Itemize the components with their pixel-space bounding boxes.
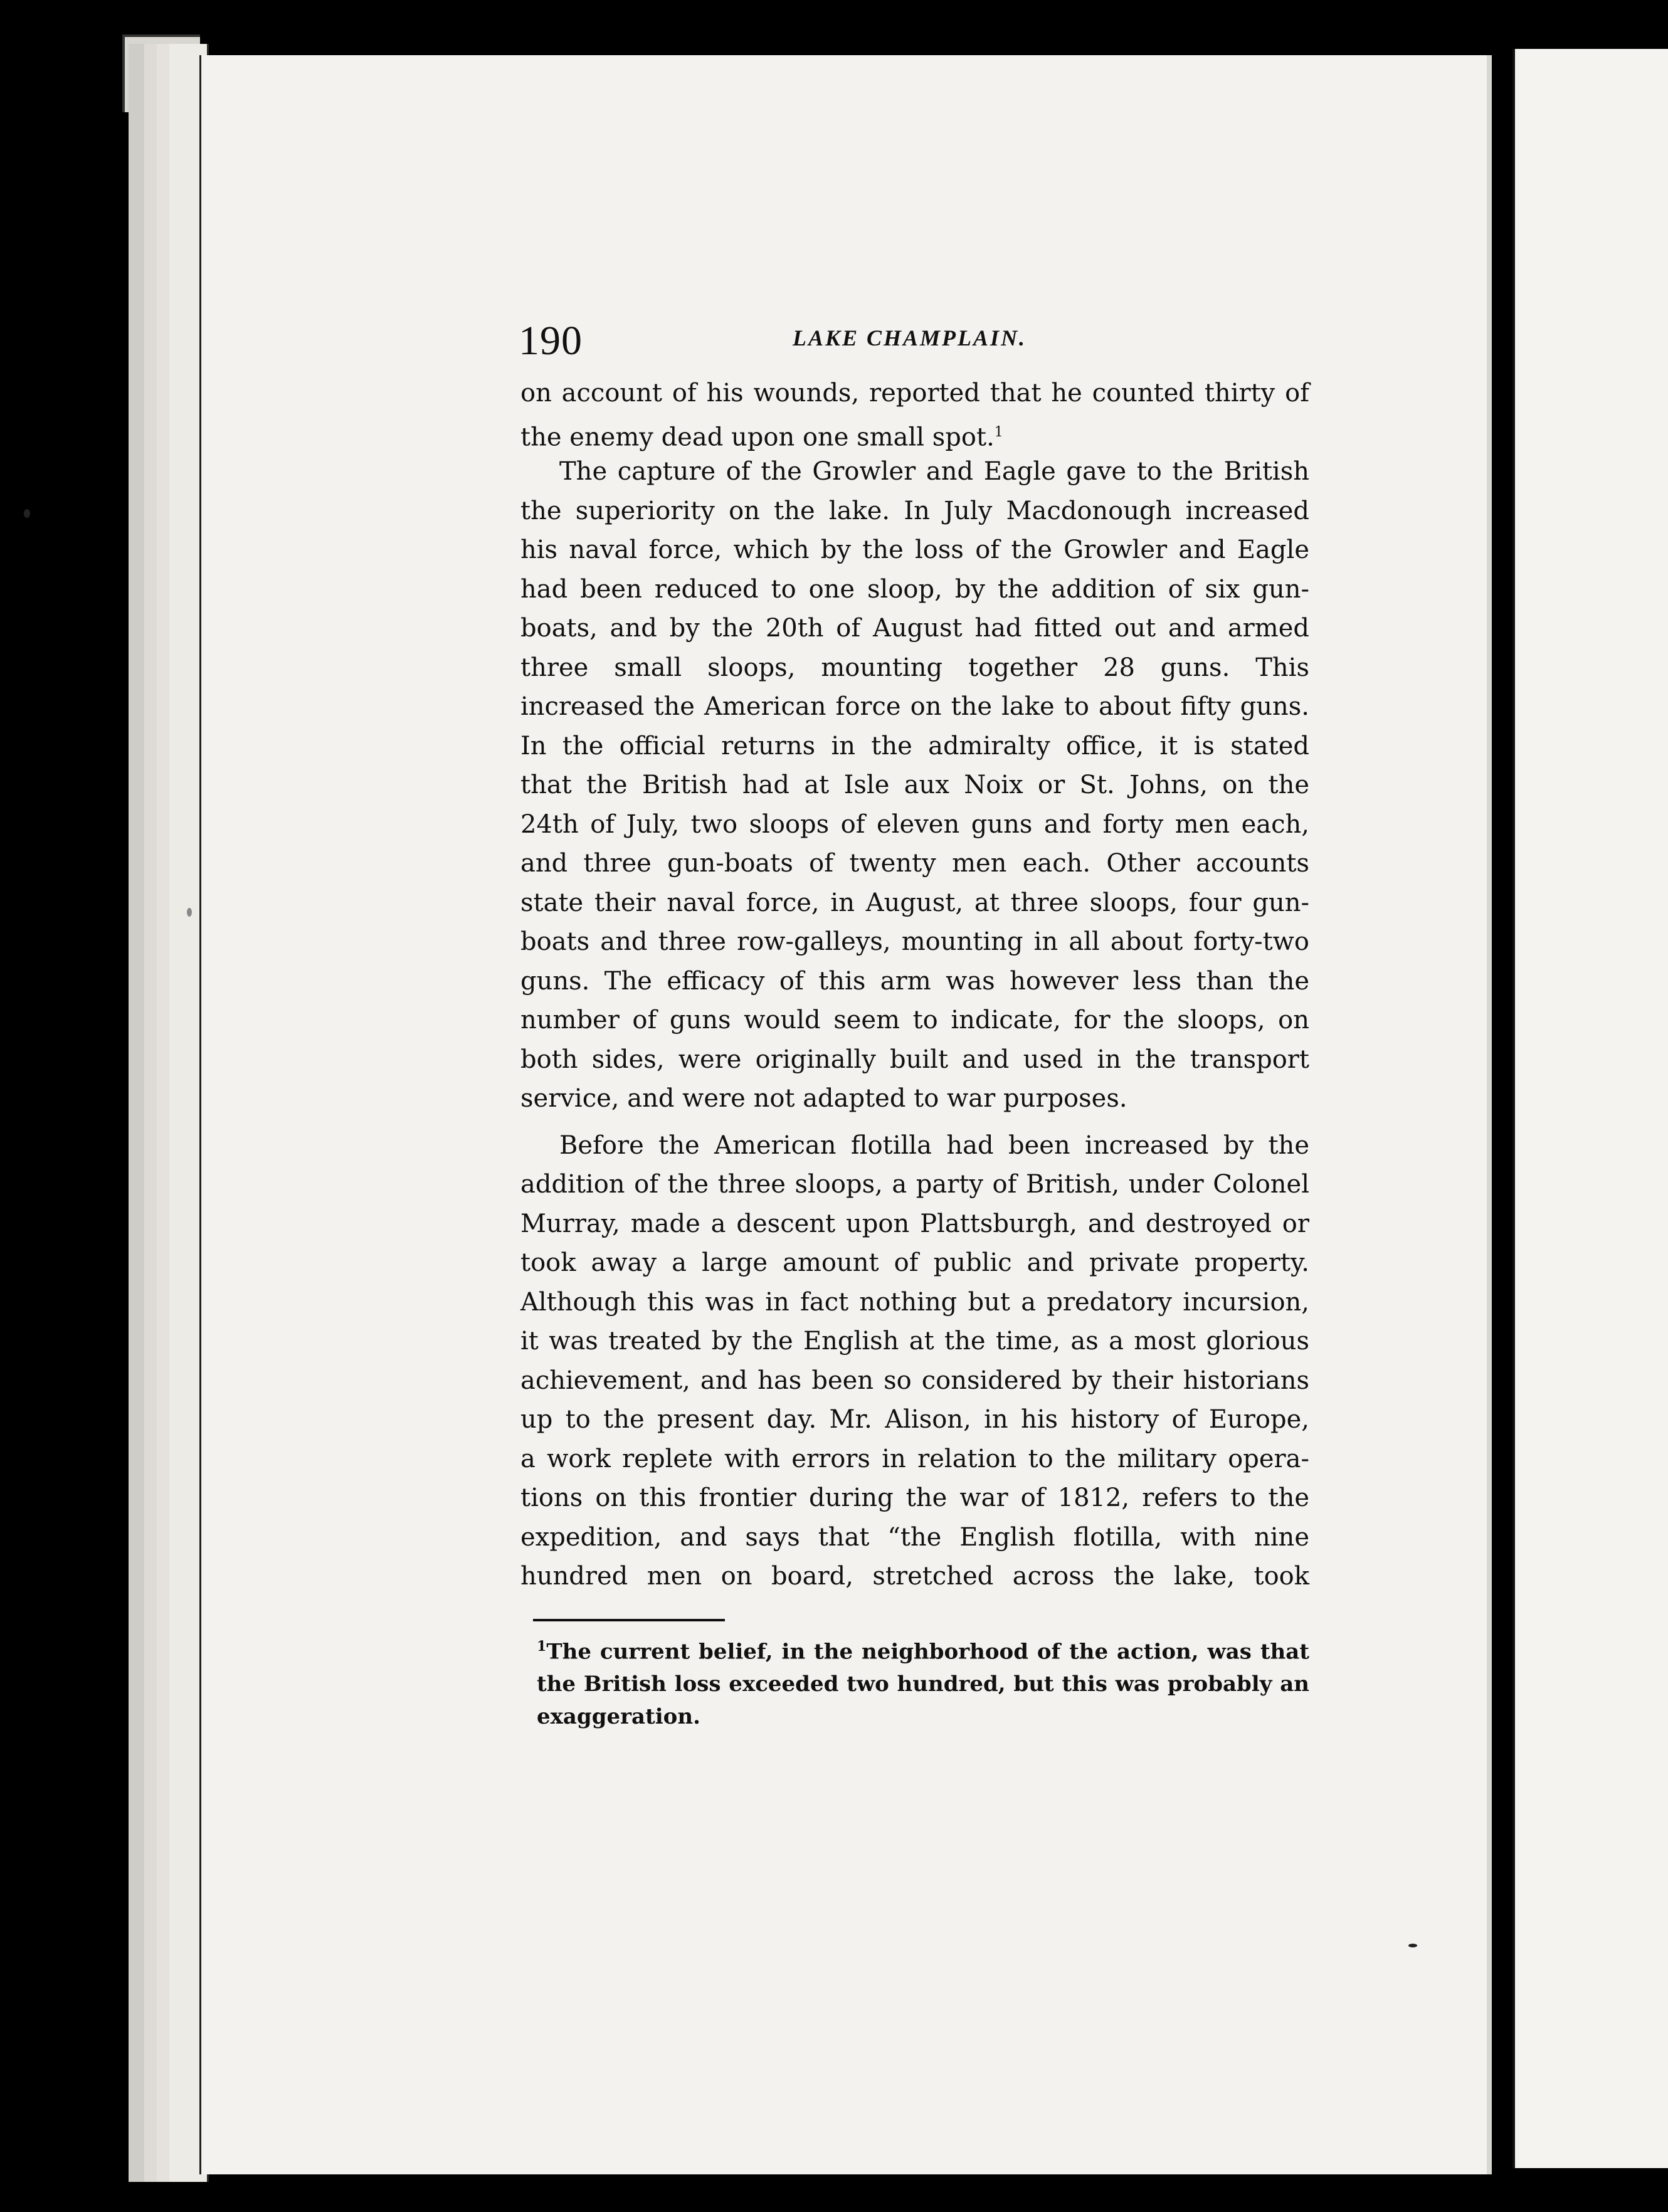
footnote	[537, 1630, 1309, 1733]
text-line: expedition, and says that “the English flotilla, with nine	[520, 1522, 1309, 1552]
text-line	[520, 413, 1309, 453]
text-line: number of guns would seem to indicate, for the sloops, on	[520, 1006, 1309, 1035]
text-line: that the British had at Isle aux Noix or St. Johns, on the	[520, 771, 1309, 799]
text-line: 24th of July, two sloops of eleven guns and forty men each,	[520, 809, 1309, 839]
text-line: and three gun-boats of twenty men each. Other accounts	[520, 849, 1309, 878]
text-line: addition of the three sloops, a party of British, under Colonel	[520, 1170, 1309, 1199]
scan-speck	[1408, 1944, 1417, 1947]
text-line: achievement, and has been so considered by their historians	[520, 1366, 1309, 1395]
text-line: tions on this frontier during the war of 1812, refers to the	[520, 1483, 1309, 1512]
running-title: LAKE CHAMPLAIN.	[793, 325, 1027, 350]
text-line: took away a large amount of public and private property.	[520, 1248, 1309, 1277]
text-line: on account of his wounds, reported that he counted thirty of	[520, 379, 1309, 408]
footnote-line: exaggeration.	[537, 1704, 700, 1730]
footnote-line: the British loss exceeded two hundred, but this was probably an	[537, 1672, 1309, 1697]
text-line: state their naval force, in August, at three sloops, four gun-	[520, 888, 1309, 917]
text-line-content: the enemy dead upon one small spot.	[520, 422, 995, 451]
scan-speck	[24, 509, 30, 518]
text-line: guns. The efficacy of this arm was however less than the	[520, 966, 1309, 996]
facing-page-edge	[1512, 49, 1668, 2168]
text-line: In the official returns in the admiralty office, it is stated	[520, 731, 1309, 761]
running-head	[519, 313, 1307, 370]
text-line: Although this was in fact nothing but a predatory incursion,	[520, 1287, 1309, 1317]
body-text	[520, 374, 1309, 1596]
text-line: hundred men on board, stretched across the lake, took	[520, 1562, 1309, 1591]
text-line: service, and were not adapted to war purposes.	[520, 1084, 1127, 1113]
footnote-marker: 1	[537, 1638, 547, 1655]
footnote-rule	[533, 1619, 725, 1621]
footnote-line-text: The current belief, in the neighborhood of the action, was that	[546, 1639, 1309, 1665]
text-line: a work replete with errors in relation to the military opera-	[520, 1444, 1309, 1473]
text-line: Murray, made a descent upon Plattsburgh, and destroyed or	[520, 1209, 1309, 1238]
text-line: boats, and by the 20th of August had fitted out and armed	[520, 614, 1309, 643]
text-line: the superiority on the lake. In July Macdonough increased	[520, 496, 1309, 525]
text-line: his naval force, which by the loss of the Growler and Eagle	[520, 535, 1309, 564]
text-line: it was treated by the English at the time, as a most glorious	[520, 1327, 1309, 1356]
text-line: had been reduced to one sloop, by the addition of six gun-	[520, 574, 1309, 604]
text-line: increased the American force on the lake to about fifty guns.	[520, 692, 1309, 721]
text-line: The capture of the Growler and Eagle gave to the British	[559, 457, 1309, 486]
text-line: up to the present day. Mr. Alison, in his history of Europe,	[520, 1405, 1309, 1434]
text-line: both sides, were originally built and used in the transport	[520, 1045, 1309, 1074]
text-line: Before the American flotilla had been increased by the	[559, 1130, 1309, 1160]
text-line: boats and three row-galleys, mounting in all about forty-two	[520, 927, 1309, 956]
footnote-line	[537, 1630, 1309, 1668]
page-number: 190	[519, 318, 583, 364]
footnote-reference: 1	[994, 424, 1003, 440]
paragraph-gap	[520, 1119, 1309, 1126]
scan-speck	[187, 908, 192, 917]
text-line: three small sloops, mounting together 28 guns. This	[520, 653, 1309, 682]
